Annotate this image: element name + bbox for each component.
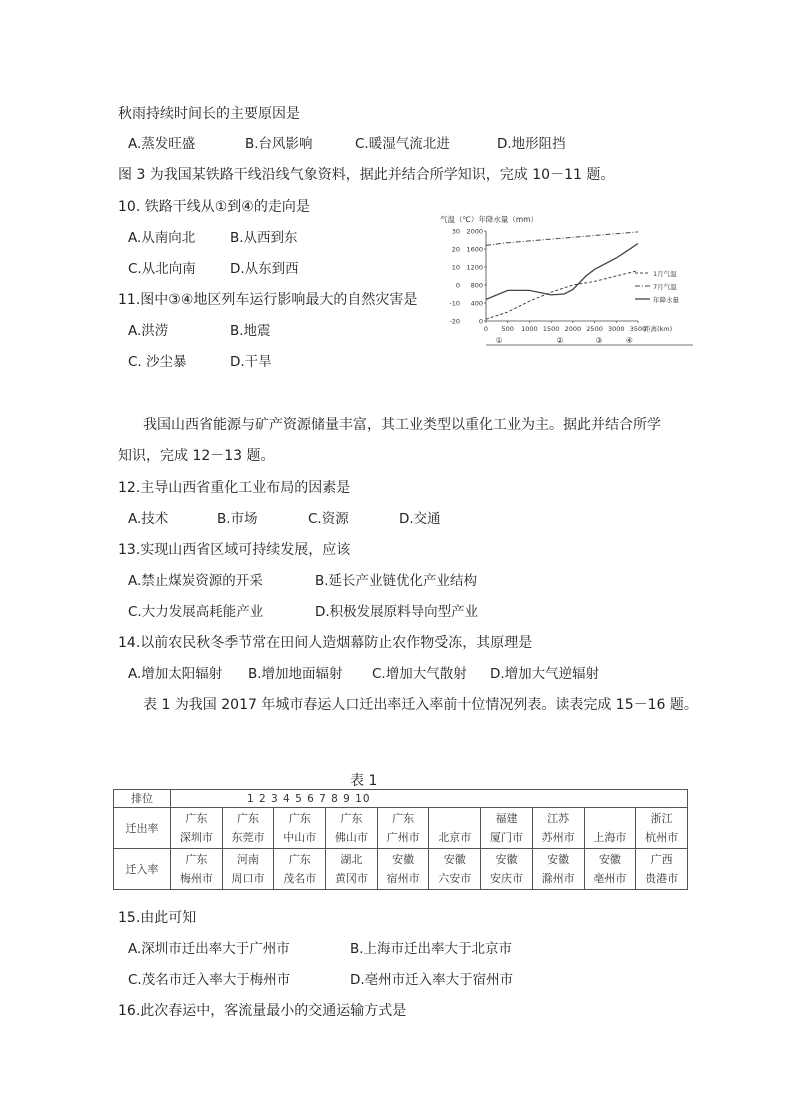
out-city-name: 杭州市 [645,831,679,844]
in-city-name: 六安市 [438,872,472,885]
q13-option-c: C.大力发展高耗能产业 [128,604,264,620]
q14-option-c: C.增加大气散射 [372,666,467,682]
legend-label-2: 7月气温 [653,283,677,291]
out-city-province: 广东 [237,812,260,825]
series-line-3 [486,244,638,300]
out-city-name: 北京市 [438,831,472,844]
x-axis-tick-label: 1000 [521,325,538,333]
q15-option-d: D.亳州市迁入率大于宿州市 [350,972,514,988]
q12-option-b: B.市场 [217,511,258,527]
right-axis-tick-label: 0 [478,317,483,326]
out-city-province: 福建 [495,812,518,825]
intro-10-11: 图 3 为我国某铁路干线沿线气象资料，据此并结合所学知识，完成 10－11 题。 [118,167,615,183]
x-axis-label: 距离(km) [644,325,673,333]
in-city-cell-10 [636,849,688,890]
q12-option-d: D.交通 [399,511,441,527]
out-city-name: 上海市 [593,831,627,844]
in-city-name: 安庆市 [489,872,523,885]
q14-option-b: B.增加地面辐射 [248,666,343,682]
chart-axis-title: 气温（℃）年降水量（mm） [440,215,539,224]
in-city-name: 茂名市 [283,872,317,885]
q9-option-a: A.蒸发旺盛 [128,136,196,152]
q10-option-d: D.从东到西 [230,261,299,277]
out-city-province: 江苏 [547,812,570,825]
q13-stem: 13.实现山西省区域可持续发展，应该 [118,542,351,558]
q10-stem: 10. 铁路干线从①到④的走向是 [118,199,310,215]
right-axis-tick-label: 400 [470,299,483,308]
q14-stem: 14.以前农民秋冬季节常在田间人造烟幕防止农作物受冻，其原理是 [118,635,533,651]
out-city-name: 东莞市 [231,831,265,844]
out-city-cell-5 [377,808,429,849]
out-city-cell-9 [584,808,636,849]
q9-option-b: B.台风影响 [245,136,313,152]
out-city-province: 浙江 [650,812,673,825]
left-axis-tick-label: 20 [451,245,460,254]
table-row-out [114,808,688,849]
in-city-cell-6 [429,849,481,890]
in-city-cell-7 [481,849,533,890]
intro-12-13-line1: 我国山西省能源与矿产资源储量丰富，其工业类型以重化工业为主。据此并结合所学 [143,417,661,433]
q14-option-d: D.增加大气逆辐射 [490,666,600,682]
out-city-cell-7 [481,808,533,849]
q10-option-b: B.从西到东 [230,230,298,246]
x-axis-tick-label: 3500 [629,325,647,333]
out-city-name: 苏州市 [541,831,575,844]
series-line-2 [486,232,638,246]
in-city-province: 安徽 [443,853,466,866]
q12-option-a: A.技术 [128,511,169,527]
in-city-province: 广西 [650,853,673,866]
out-city-name: 广州市 [386,831,420,844]
q11-option-c: C. 沙尘暴 [128,354,187,370]
series-line-1 [486,271,638,320]
out-city-province [429,809,480,828]
q15-option-b: B.上海市迁出率大于北京市 [350,941,513,957]
in-city-province: 安徽 [598,853,621,866]
q15-option-a: A.深圳市迁出率大于广州市 [128,941,290,957]
out-city-cell-8 [532,808,584,849]
in-city-province: 广东 [288,853,311,866]
left-axis-tick-label: -10 [449,299,460,308]
in-city-name: 宿州市 [386,872,420,885]
q11-option-d: D.干旱 [230,354,272,370]
q16-stem: 16.此次春运中，客流量最小的交通运输方式是 [118,1003,407,1019]
q9-stem: 秋雨持续时间长的主要原因是 [118,106,300,122]
out-city-province: 广东 [185,812,208,825]
migration-table [113,789,688,890]
intro-15-16: 表 1 为我国 2017 年城市春运人口迁出率迁入率前十位情况列表。读表完成 15－16 题。 [143,697,698,713]
q11-option-a: A.洪涝 [128,323,169,339]
out-city-name: 深圳市 [179,831,213,844]
left-axis-tick-label: -20 [449,317,460,326]
station-label: ② [556,336,564,345]
q12-option-c: C.资源 [308,511,349,527]
station-label: ④ [625,336,633,345]
out-city-cell-3 [274,808,326,849]
right-axis-tick-label: 1200 [466,263,483,272]
q11-stem: 11.图中③④地区列车运行影响最大的自然灾害是 [118,292,418,308]
right-axis-tick-label: 800 [470,281,483,290]
q13-option-d: D.积极发展原料导向型产业 [315,604,479,620]
left-axis-tick-label: 10 [451,263,460,272]
in-city-province: 广东 [185,853,208,866]
x-axis-tick-label: 3000 [608,325,625,333]
q15-option-c: C.茂名市迁入率大于梅州市 [128,972,291,988]
table-caption: 表 1 [350,773,378,789]
out-label: 迁出率 [114,808,171,849]
out-city-cell-1 [171,808,223,849]
in-city-name: 滁州市 [541,872,575,885]
table-row-rank [114,790,688,808]
rank-numbers: 1 2 3 4 5 6 7 8 9 10 [247,792,371,805]
out-city-cell-10 [636,808,688,849]
out-city-name: 中山市 [283,831,317,844]
x-axis-tick-label: 0 [483,325,489,333]
in-city-cell-5 [377,849,429,890]
intro-12-13-line2: 知识，完成 12－13 题。 [118,448,275,464]
station-label: ① [495,336,503,345]
out-city-cell-2 [222,808,274,849]
q11-option-b: B.地震 [230,323,271,339]
x-axis-tick-label: 2000 [564,325,582,333]
q9-option-c: C.暖湿气流北进 [355,136,450,152]
in-city-province: 湖北 [340,853,363,866]
in-city-cell-8 [532,849,584,890]
legend-label-1: 1月气温 [653,270,677,278]
in-city-name: 贵港市 [645,872,679,885]
left-axis-tick-label: 30 [451,227,460,236]
in-city-name: 周口市 [231,872,265,885]
in-city-province: 安徽 [547,853,570,866]
in-city-cell-9 [584,849,636,890]
in-city-province: 河南 [237,853,260,866]
q14-option-a: A.增加太阳辐射 [128,666,223,682]
q10-option-c: C.从北向南 [128,261,196,277]
out-city-name: 佛山市 [334,831,368,844]
q13-option-b: B.延长产业链优化产业结构 [315,573,478,589]
out-city-cell-4 [326,808,378,849]
in-city-name: 梅州市 [179,872,213,885]
q9-option-d: D.地形阻挡 [497,136,566,152]
rank-label: 排位 [114,790,171,808]
x-axis-tick-label: 2500 [586,325,603,333]
right-axis-tick-label: 1600 [466,245,483,254]
station-label: ③ [595,336,603,345]
right-axis-tick-label: 2000 [466,227,483,236]
in-city-province: 安徽 [495,853,518,866]
in-city-cell-1 [171,849,223,890]
in-city-cell-2 [222,849,274,890]
in-label: 迁入率 [114,849,171,890]
q13-option-a: A.禁止煤炭资源的开采 [128,573,263,589]
in-city-cell-3 [274,849,326,890]
legend-label-3: 年降水量 [653,296,679,304]
out-city-province: 广东 [392,812,415,825]
x-axis-tick-label: 1500 [542,325,560,333]
out-city-province [585,809,636,828]
in-city-cell-4 [326,849,378,890]
out-city-province: 广东 [288,812,311,825]
table-row-in [114,849,688,890]
in-city-name: 黄冈市 [334,872,368,885]
in-city-name: 亳州市 [593,872,627,885]
q15-stem: 15.由此可知 [118,910,197,926]
in-city-province: 安徽 [392,853,415,866]
out-city-name: 厦门市 [489,831,523,844]
out-city-cell-6 [429,808,481,849]
out-city-province: 广东 [340,812,363,825]
x-axis-tick-label: 500 [501,325,514,333]
q10-option-a: A.从南向北 [128,230,196,246]
q12-stem: 12.主导山西省重化工业布局的因素是 [118,480,351,496]
railway-climate-chart [438,213,700,351]
left-axis-tick-label: 0 [455,281,460,290]
